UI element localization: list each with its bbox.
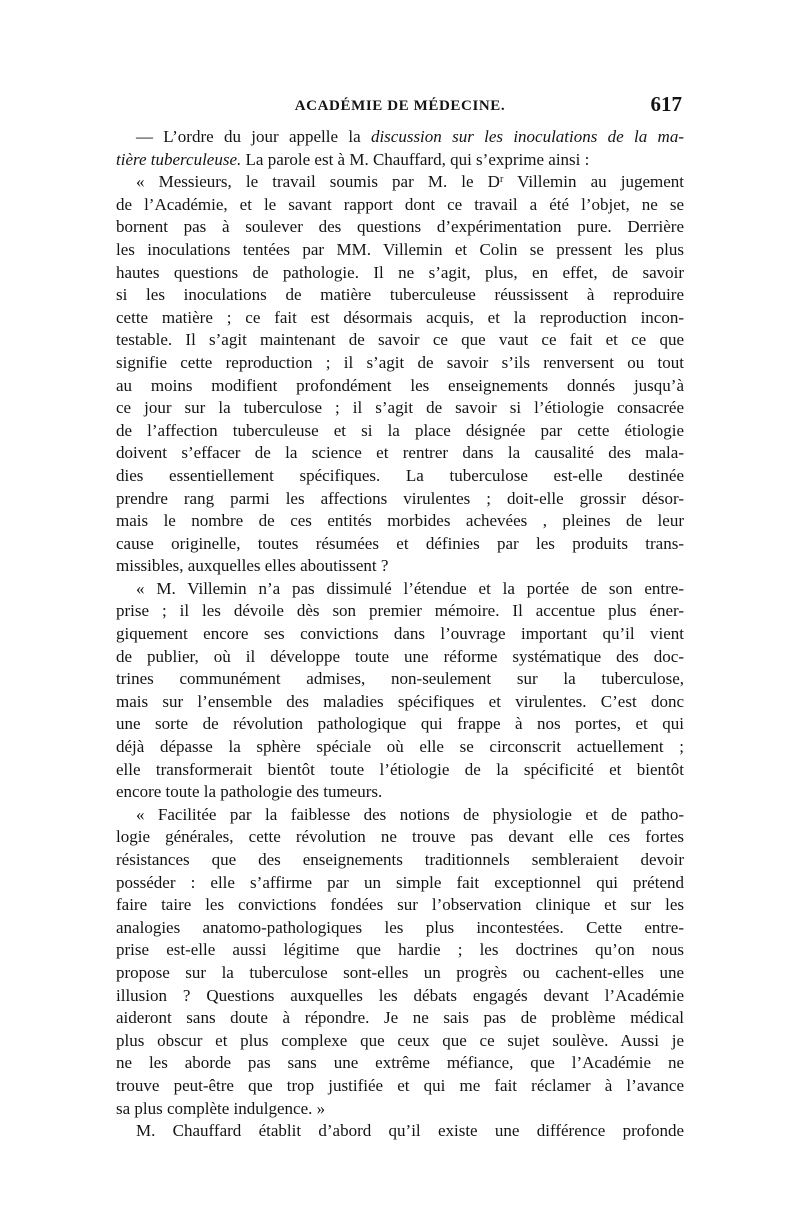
text-line [116, 533, 684, 556]
italic-text: tière tuberculeuse. [116, 149, 242, 169]
body-text [116, 126, 684, 1143]
text-segment: résistances que des enseignements traditionnels sembleraient devoir [116, 850, 684, 869]
text-segment: hautes questions de pathologie. Il ne s’agit, plus, en effet, de savoir [116, 262, 684, 282]
text-segment: testable. Il s’agit maintenant de savoir ce que vaut ce fait et ce que [116, 330, 684, 350]
text-line [116, 781, 684, 804]
text-line [116, 759, 684, 782]
text-segment: analogies anatomo-pathologiques les plus incontestées. Cette entre- [116, 917, 684, 937]
text-line [116, 1098, 684, 1121]
text-segment: elle transformerait bientôt toute l’étiologie de la spécificité et bientôt [116, 759, 684, 779]
text-line [116, 623, 684, 646]
text-segment: cette matière ; ce fait est désormais acquis, et la reproduction incon- [116, 307, 684, 327]
text-segment: ne les aborde pas sans une extrême méfiance, que l’Académie ne [116, 1053, 684, 1073]
paragraph [116, 1120, 684, 1143]
text-line [116, 239, 684, 262]
running-title: ACADÉMIE DE MÉDECINE. [294, 98, 506, 114]
text-line [116, 1007, 684, 1030]
text-line [116, 1120, 684, 1143]
paragraph [116, 804, 684, 1120]
text-line [116, 1075, 684, 1098]
text-segment: La parole est à M. Chauffard, qui s’exprime ainsi : [241, 149, 590, 169]
text-line [116, 1030, 684, 1053]
text-segment: prise ; il les dévoile dès son premier mémoire. Il accentue plus éner- [116, 601, 684, 621]
text-line [116, 510, 684, 533]
text-segment: posséder : elle s’affirme par un simple fait exceptionnel qui prétend [116, 872, 684, 892]
text-line [116, 939, 684, 962]
text-line [116, 736, 684, 759]
text-segment: de l’affection tuberculeuse et si la place désignée par cette étiologie [116, 420, 684, 440]
text-line [116, 804, 684, 827]
text-line [116, 872, 684, 895]
text-segment: propose sur la tuberculose sont-elles un progrès ou cachent-elles une [116, 962, 684, 982]
text-segment: bornent pas à soulever des questions d’expérimentation pure. Derrière [116, 217, 684, 237]
text-line [116, 849, 684, 872]
text-line [116, 962, 684, 985]
text-segment: prise est-elle aussi légitime que hardie ; les doctrines qu’on nous [116, 940, 684, 960]
text-segment: au moins modifient profondément les enseignements donnés jusqu’à [116, 375, 684, 395]
text-line [116, 894, 684, 917]
text-segment: de l’Académie, et le savant rapport dont ce travail a été l’objet, ne se [116, 194, 684, 214]
text-line [116, 126, 684, 149]
text-segment: les inoculations tentées par MM. Villemin et Colin se pressent les plus [116, 239, 684, 259]
text-line [116, 691, 684, 714]
text-segment: dies essentiellement spécifiques. La tuberculose est-elle destinée [116, 465, 684, 485]
text-segment: « M. Villemin n’a pas dissimulé l’étendue et la portée de son entre- [136, 578, 684, 598]
text-segment: illusion ? Questions auxquelles les débats engagés devant l’Académie [116, 985, 684, 1005]
text-segment: giquement encore ses convictions dans l’ouvrage important qu’il vient [116, 624, 684, 644]
text-line [116, 420, 684, 443]
text-line [116, 826, 684, 849]
text-line [116, 329, 684, 352]
text-segment: doivent s’effacer de la science et rentrer dans la causalité des mala- [116, 443, 684, 463]
text-line [116, 578, 684, 601]
superscript: r [499, 174, 504, 186]
text-line [116, 442, 684, 465]
paragraph [116, 171, 684, 578]
text-line [116, 352, 684, 375]
page-number: 617 [650, 92, 682, 116]
text-line [116, 149, 684, 172]
text-segment: aideront sans doute à répondre. Je ne sais pas de problème médical [116, 1008, 684, 1028]
text-segment: ce jour sur la tuberculose ; il s’agit de savoir si l’étiologie consacrée [116, 398, 684, 418]
text-line [116, 375, 684, 398]
text-line [116, 1052, 684, 1075]
text-segment: trines communément admises, non-seulement sur la tuberculose, [116, 669, 684, 689]
text-segment: « Facilitée par la faiblesse des notions de physiologie et de patho- [136, 804, 684, 824]
text-line [116, 284, 684, 307]
text-segment: mais sur l’ensemble des maladies spécifiques et virulentes. C’est donc [116, 691, 684, 711]
text-segment: si les inoculations de matière tuberculeuse réussissent à reproduire [116, 285, 684, 305]
book-page [116, 92, 684, 1143]
text-line [116, 713, 684, 736]
text-line [116, 600, 684, 623]
text-segment: signifie cette reproduction ; il s’agit de savoir s’ils renversent ou tout [116, 352, 684, 372]
text-line [116, 668, 684, 691]
paragraph [116, 578, 684, 804]
text-segment: faire taire les convictions fondées sur l’observation clinique et sur les [116, 895, 684, 915]
text-line [116, 488, 684, 511]
text-segment: plus obscur et plus complexe que ceux que ce sujet soulève. Aussi je [116, 1030, 684, 1050]
text-segment: déjà dépasse la sphère spéciale où elle se circonscrit actuellement ; [116, 737, 684, 757]
text-segment: sa plus complète indulgence. » [116, 1098, 326, 1118]
text-segment: Villemin au jugement [503, 172, 684, 192]
text-segment: logie générales, cette révolution ne trouve pas devant elle ces fortes [116, 827, 684, 847]
text-line [116, 917, 684, 940]
text-segment: « Messieurs, le travail soumis par M. le D [136, 172, 500, 192]
paragraph [116, 126, 684, 171]
text-segment: une sorte de révolution pathologique qui frappe à nos portes, et qui [116, 714, 684, 734]
text-line [116, 194, 684, 217]
text-line [116, 397, 684, 420]
text-segment: de publier, où il développe toute une réforme systématique des doc- [116, 646, 684, 666]
text-segment: mais le nombre de ces entités morbides achevées , pleines de leur [116, 511, 684, 531]
text-segment: trouve peut-être que trop justifiée et qui me fait réclamer à l’avance [116, 1075, 684, 1095]
text-segment: M. Chauffard établit d’abord qu’il existe une différence profonde [136, 1121, 684, 1141]
text-line [116, 307, 684, 330]
text-line [116, 465, 684, 488]
text-line [116, 646, 684, 669]
text-segment: — L’ordre du jour appelle la [136, 127, 371, 146]
text-line [116, 171, 684, 194]
italic-text: discussion sur les inoculations de la ma- [370, 127, 684, 146]
text-segment: cause originelle, toutes résumées et définies par les produits trans- [116, 533, 684, 553]
text-segment: prendre rang parmi les affections virulentes ; doit-elle grossir désor- [116, 488, 684, 508]
text-segment: encore toute la pathologie des tumeurs. [116, 782, 383, 802]
running-head [116, 92, 684, 126]
text-line [116, 555, 684, 578]
text-line [116, 985, 684, 1008]
text-line [116, 216, 684, 239]
text-line [116, 262, 684, 285]
text-segment: missibles, auxquelles elles aboutissent ? [116, 556, 389, 576]
